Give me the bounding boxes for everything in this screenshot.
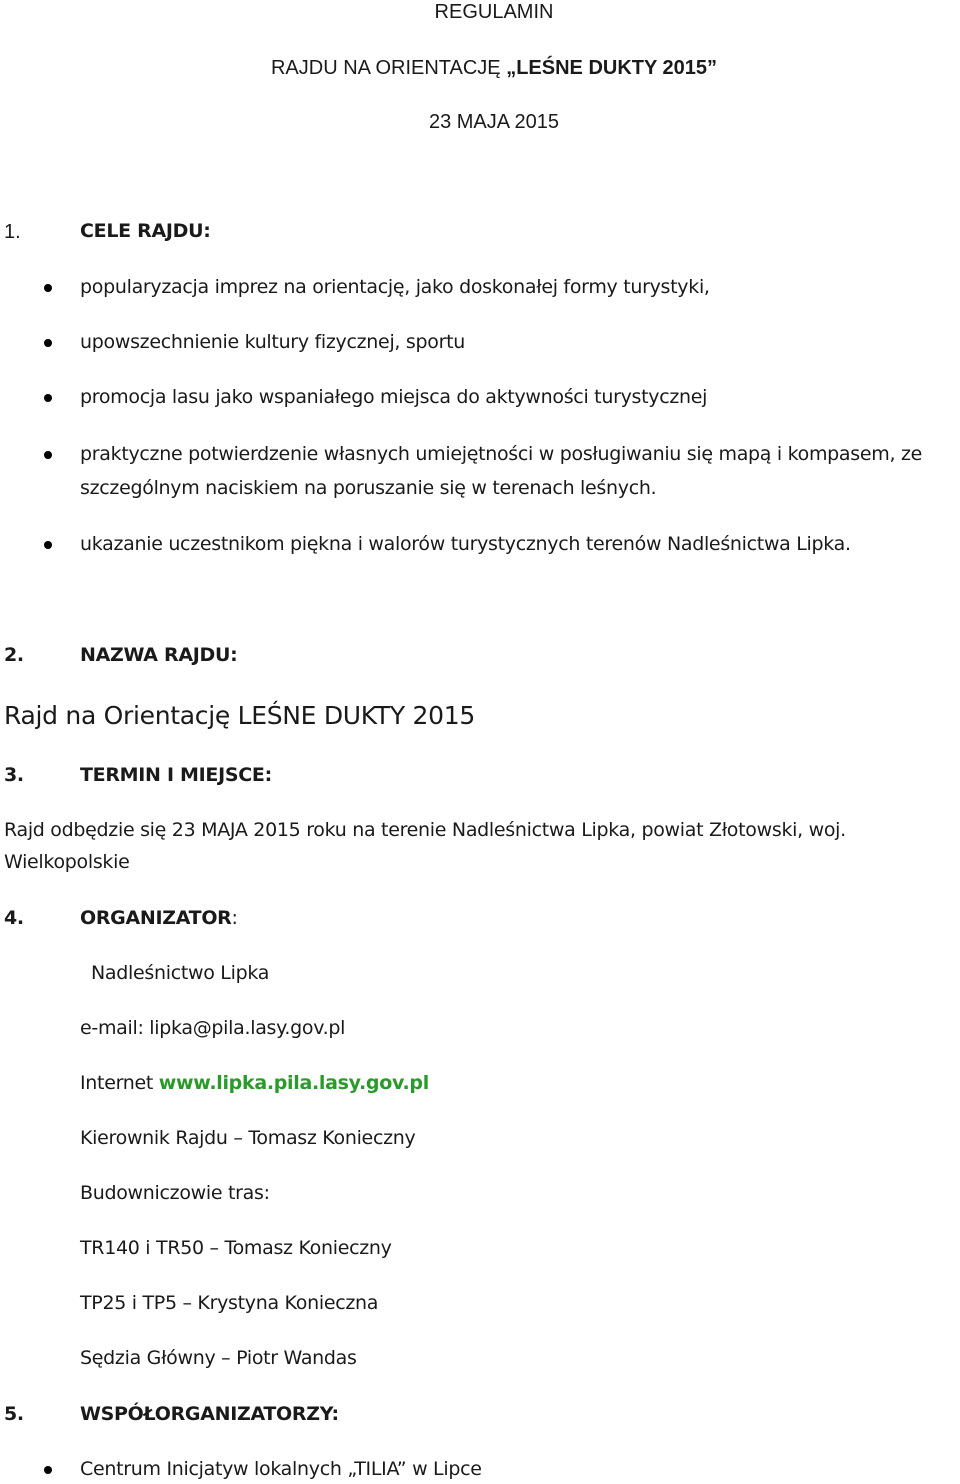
section-5-heading: WSPÓŁORGANIZATORZY: bbox=[80, 1403, 339, 1425]
list-item: promocja lasu jako wspaniałego miejsca do aktywności turystycznej bbox=[80, 386, 708, 408]
section-4-number: 4. bbox=[4, 907, 24, 929]
list-item: upowszechnienie kultury fizycznej, sportu bbox=[80, 331, 465, 353]
route-builder: TR140 i TR50 – Tomasz Konieczny bbox=[80, 1237, 392, 1259]
list-item-continuation: szczególnym naciskiem na poruszanie się w terenach leśnych. bbox=[80, 477, 657, 499]
bullet-icon bbox=[44, 284, 52, 292]
organizer-name: Nadleśnictwo Lipka bbox=[91, 962, 270, 984]
document-date: 23 MAJA 2015 bbox=[428, 111, 560, 133]
website-link[interactable]: www.lipka.pila.lasy.gov.pl bbox=[158, 1072, 429, 1094]
subtitle-prefix: RAJDU NA ORIENTACJĘ bbox=[270, 57, 507, 79]
section-3-heading: TERMIN I MIEJSCE: bbox=[80, 764, 272, 786]
list-item: popularyzacja imprez na orientację, jako doskonałej formy turystyki, bbox=[80, 276, 710, 298]
section-2-number: 2. bbox=[4, 644, 24, 666]
route-builders-label: Budowniczowie tras: bbox=[80, 1182, 270, 1204]
document-title: REGULAMIN bbox=[434, 1, 554, 23]
list-item: Centrum Inicjatyw lokalnych „TILIA” w Lipce bbox=[80, 1458, 482, 1480]
route-builder: TP25 i TP5 – Krystyna Konieczna bbox=[80, 1292, 379, 1314]
rally-name: Rajd na Orientację LEŚNE DUKTY 2015 bbox=[4, 701, 475, 730]
internet-label: Internet bbox=[80, 1072, 159, 1094]
section-1-number: 1. bbox=[4, 221, 21, 243]
date-place-line: Rajd odbędzie się 23 MAJA 2015 roku na terenie Nadleśnictwa Lipka, powiat Złotowski, woj. bbox=[4, 819, 846, 841]
bullet-icon bbox=[44, 451, 52, 459]
bullet-icon bbox=[44, 339, 52, 347]
chief-judge: Sędzia Główny – Piotr Wandas bbox=[80, 1347, 357, 1369]
section-4-heading-colon: : bbox=[231, 907, 238, 929]
list-item: ukazanie uczestnikom piękna i walorów turystycznych terenów Nadleśnictwa Lipka. bbox=[80, 533, 851, 555]
document-subtitle bbox=[0, 56, 960, 80]
section-2-heading: NAZWA RAJDU: bbox=[80, 644, 238, 666]
bullet-icon bbox=[44, 1466, 52, 1474]
section-4-heading bbox=[80, 906, 238, 930]
subtitle-event-name: „LEŚNE DUKTY 2015” bbox=[506, 57, 718, 79]
organizer-website bbox=[80, 1071, 429, 1095]
bullet-icon bbox=[44, 394, 52, 402]
rally-leader: Kierownik Rajdu – Tomasz Konieczny bbox=[80, 1127, 416, 1149]
section-3-number: 3. bbox=[4, 764, 24, 786]
section-1-heading: CELE RAJDU: bbox=[80, 220, 211, 242]
section-5-number: 5. bbox=[4, 1403, 24, 1425]
date-place-line: Wielkopolskie bbox=[4, 851, 130, 873]
organizer-email: e-mail: lipka@pila.lasy.gov.pl bbox=[80, 1017, 346, 1039]
section-4-heading-text: ORGANIZATOR bbox=[80, 907, 232, 929]
bullet-icon bbox=[44, 541, 52, 549]
list-item: praktyczne potwierdzenie własnych umiejętności w posługiwaniu się mapą i kompasem, ze bbox=[80, 443, 923, 465]
